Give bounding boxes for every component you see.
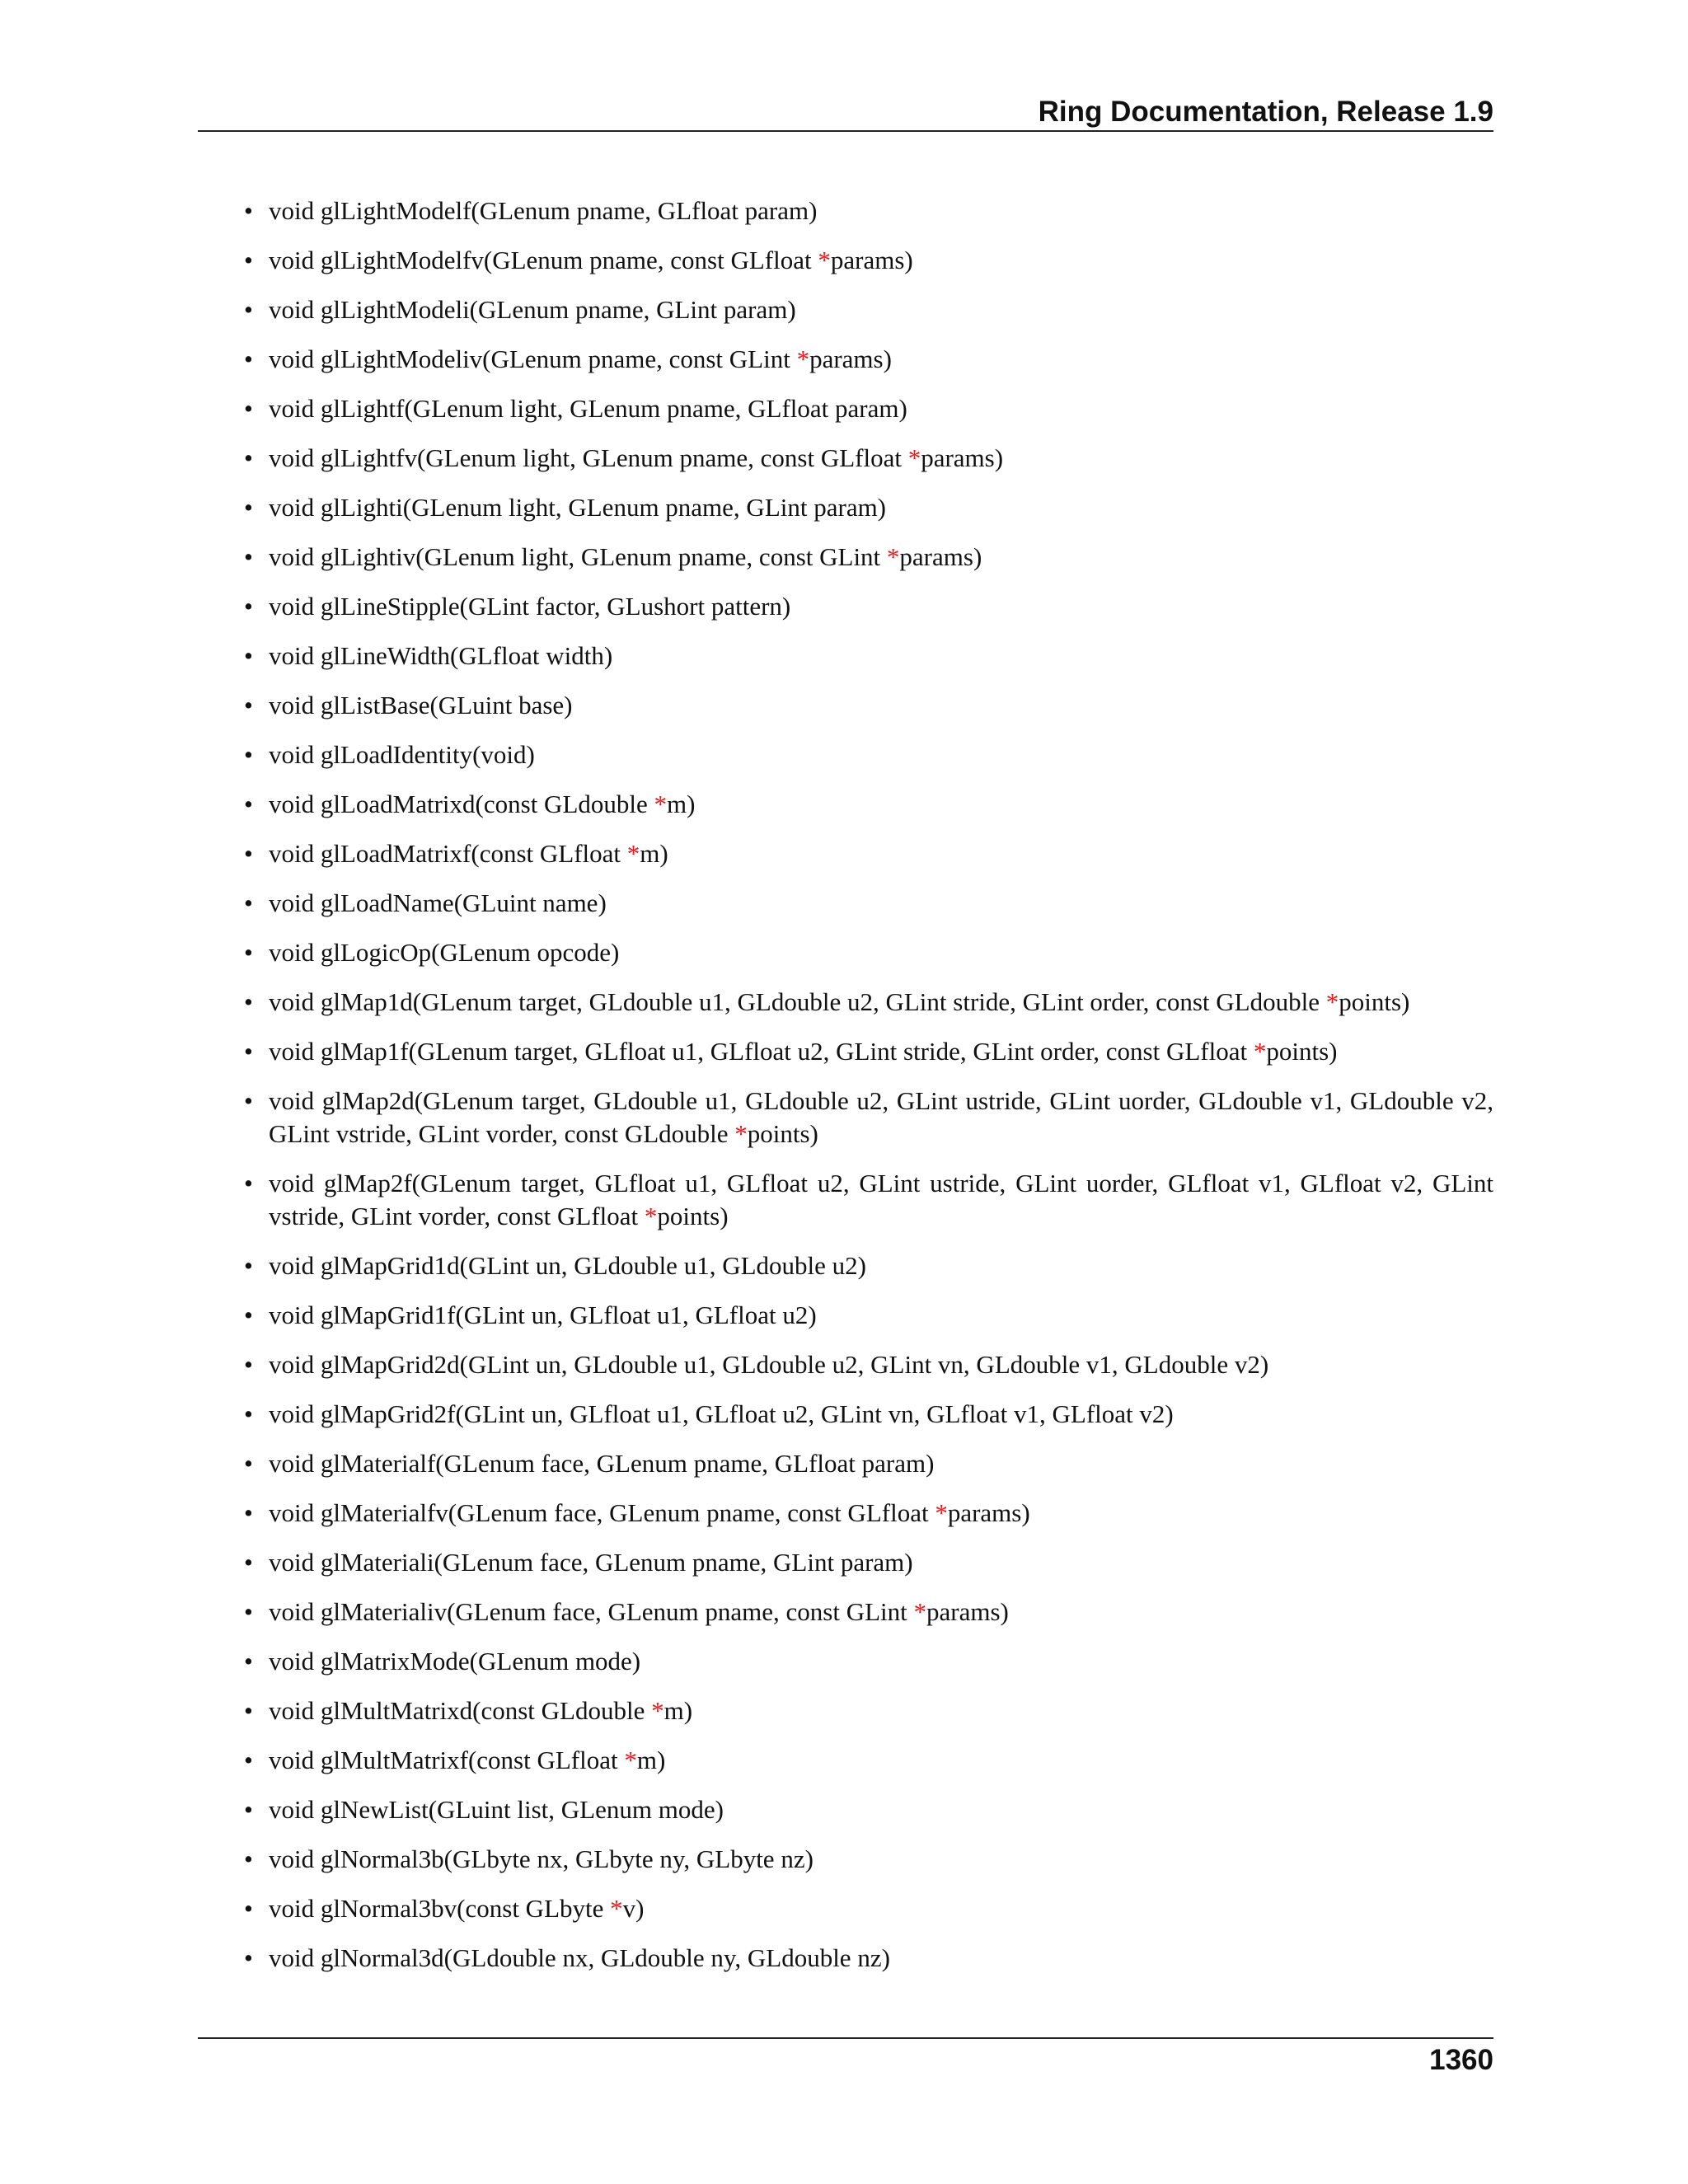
bullet-icon: • [244,888,253,917]
bullet-icon: • [244,641,253,670]
bullet-icon: • [244,1169,253,1197]
list-item [244,590,1493,623]
list-item [244,1447,1493,1480]
bullet-icon: • [244,1301,253,1329]
list-item [244,738,1493,771]
bullet-icon: • [244,1597,253,1626]
list-item [244,887,1493,920]
function-signature: void glLightiv(GLenum light, GLenum pname, const GLint [269,542,887,571]
bullet-icon: • [244,740,253,769]
function-signature: void glMapGrid1d(GLint un, GLdouble u1, GLdouble u2) [269,1251,866,1280]
bullet-icon: • [244,246,253,274]
pointer-asterisk: * [913,1597,927,1626]
pointer-asterisk: * [886,542,900,571]
list-item [244,1497,1493,1530]
list-item [244,837,1493,870]
bullet-icon: • [244,938,253,967]
function-signature: void glLoadIdentity(void) [269,740,535,769]
list-item [244,1167,1493,1233]
function-signature: void glLoadMatrixf(const GLfloat [269,839,627,868]
bullet-icon: • [244,839,253,868]
bullet-icon: • [244,542,253,571]
pointer-asterisk: * [935,1498,948,1527]
bullet-icon: • [244,196,253,225]
function-signature: void glMap2d(GLenum target, GLdouble u1, GLdouble u2, GLint ustride, GLint uorder, GLdouble v1, GLdouble v2, GLint vstride, GLint vorder, const GLdouble [269,1086,1493,1148]
list-item [244,1299,1493,1332]
list-item [244,1744,1493,1777]
bullet-icon: • [244,1251,253,1280]
bullet-icon: • [244,1795,253,1824]
function-signature: void glMap1f(GLenum target, GLfloat u1, GLfloat u2, GLint stride, GLint order, const GLfloat [269,1037,1254,1066]
pointer-asterisk: * [626,839,640,868]
list-item [244,1793,1493,1826]
function-signature: void glNormal3b(GLbyte nx, GLbyte ny, GLbyte nz) [269,1844,814,1873]
function-signature: void glMaterialf(GLenum face, GLenum pname, GLfloat param) [269,1449,935,1478]
list-item [244,936,1493,969]
function-signature: void glMateriali(GLenum face, GLenum pname, GLint param) [269,1548,913,1577]
list-item [244,1694,1493,1727]
function-signature: void glNewList(GLuint list, GLenum mode) [269,1795,724,1824]
bullet-icon: • [244,1746,253,1774]
running-header-title: Ring Documentation, Release 1.9 [1038,96,1493,128]
list-item [244,1892,1493,1925]
function-signature-tail: params) [921,443,1004,472]
list-item [244,442,1493,475]
bullet-icon: • [244,1943,253,1972]
function-signature: void glMap1d(GLenum target, GLdouble u1, GLdouble u2, GLint stride, GLint order, const GLdouble [269,987,1326,1016]
pointer-asterisk: * [654,790,667,818]
list-item [244,986,1493,1019]
list-item [244,788,1493,821]
function-signature: void glLighti(GLenum light, GLenum pname, GLint param) [269,493,887,522]
function-signature-tail: points) [1266,1037,1338,1066]
function-signature: void glLineStipple(GLint factor, GLushort pattern) [269,592,791,621]
function-signature: void glListBase(GLuint base) [269,691,573,719]
bullet-icon: • [244,1350,253,1379]
bullet-icon: • [244,1894,253,1923]
bullet-icon: • [244,1647,253,1675]
bullet-icon: • [244,1548,253,1577]
pointer-asterisk: * [651,1696,664,1725]
function-signature: void glLogicOp(GLenum opcode) [269,938,620,967]
function-signature: void glMapGrid2f(GLint un, GLfloat u1, GLfloat u2, GLint vn, GLfloat v1, GLfloat v2) [269,1399,1174,1428]
function-signature-tail: params) [899,542,982,571]
function-signature-tail: params) [830,246,913,274]
pointer-asterisk: * [644,1202,658,1230]
list-item [244,1843,1493,1876]
list-item [244,244,1493,277]
function-signature-tail: v) [622,1894,645,1923]
bullet-icon: • [244,1037,253,1066]
function-signature: void glMultMatrixf(const GLfloat [269,1746,625,1774]
function-signature-tail: points) [747,1119,818,1148]
list-item [244,1645,1493,1678]
list-item [244,293,1493,326]
list-item [244,1035,1493,1068]
bullet-icon: • [244,691,253,719]
function-signature: void glLightModelf(GLenum pname, GLfloat param) [269,196,818,225]
bullet-icon: • [244,1086,253,1115]
list-item [244,1398,1493,1431]
function-signature-tail: points) [657,1202,729,1230]
bullet-icon: • [244,790,253,818]
bullet-icon: • [244,394,253,423]
list-item [244,1348,1493,1381]
bullet-icon: • [244,344,253,373]
function-signature: void glMaterialfv(GLenum face, GLenum pname, const GLfloat [269,1498,935,1527]
pointer-asterisk: * [1325,987,1339,1016]
function-signature-tail: points) [1339,987,1410,1016]
pointer-asterisk: * [734,1119,748,1148]
list-item [244,1596,1493,1629]
footer-rule [198,2037,1493,2039]
function-signature: void glLightModeliv(GLenum pname, const GLint [269,344,797,373]
function-signature-tail: m) [667,790,696,818]
bullet-icon: • [244,1449,253,1478]
function-signature: void glMatrixMode(GLenum mode) [269,1647,641,1675]
function-signature: void glLightModelfv(GLenum pname, const GLfloat [269,246,818,274]
pointer-asterisk: * [796,344,810,373]
list-item [244,491,1493,524]
list-item [244,689,1493,722]
bullet-icon: • [244,295,253,324]
bullet-icon: • [244,443,253,472]
pointer-asterisk: * [1253,1037,1267,1066]
function-signature-tail: m) [636,1746,666,1774]
list-item [244,1085,1493,1151]
pointer-asterisk: * [907,443,921,472]
bullet-icon: • [244,1498,253,1527]
function-signature: void glMap2f(GLenum target, GLfloat u1, GLfloat u2, GLint ustride, GLint uorder, GLfloat v1, GLfloat v2, GLint vstride, GLint vorder, const GLfloat [269,1169,1493,1230]
function-list [244,194,1493,1991]
list-item [244,640,1493,673]
bullet-icon: • [244,1844,253,1873]
pointer-asterisk: * [610,1894,623,1923]
function-signature: void glLoadName(GLuint name) [269,888,607,917]
function-signature: void glLightModeli(GLenum pname, GLint param) [269,295,796,324]
function-signature: void glNormal3d(GLdouble nx, GLdouble ny, GLdouble nz) [269,1943,890,1972]
list-item [244,343,1493,376]
function-signature: void glLightfv(GLenum light, GLenum pname, const GLfloat [269,443,908,472]
pointer-asterisk: * [818,246,831,274]
function-signature: void glNormal3bv(const GLbyte [269,1894,611,1923]
page-number: 1360 [1429,2044,1493,2076]
list-item [244,194,1493,227]
function-signature-tail: params) [926,1597,1009,1626]
bullet-icon: • [244,987,253,1016]
function-signature-tail: params) [947,1498,1030,1527]
header-rule [198,130,1493,132]
function-signature-tail: m) [640,839,668,868]
function-signature-tail: params) [809,344,892,373]
bullet-icon: • [244,493,253,522]
list-item [244,1942,1493,1975]
list-item [244,392,1493,425]
function-signature: void glMapGrid2d(GLint un, GLdouble u1, GLdouble u2, GLint vn, GLdouble v1, GLdouble v2) [269,1350,1269,1379]
bullet-icon: • [244,592,253,621]
function-signature: void glMapGrid1f(GLint un, GLfloat u1, GLfloat u2) [269,1301,817,1329]
function-signature: void glLoadMatrixd(const GLdouble [269,790,654,818]
bullet-icon: • [244,1399,253,1428]
function-signature: void glLineWidth(GLfloat width) [269,641,613,670]
pointer-asterisk: * [624,1746,637,1774]
list-item [244,541,1493,574]
function-signature: void glLightf(GLenum light, GLenum pname, GLfloat param) [269,394,907,423]
function-signature-tail: m) [663,1696,693,1725]
function-signature: void glMultMatrixd(const GLdouble [269,1696,652,1725]
bullet-icon: • [244,1696,253,1725]
list-item [244,1249,1493,1282]
list-item [244,1546,1493,1579]
function-signature: void glMaterialiv(GLenum face, GLenum pname, const GLint [269,1597,914,1626]
